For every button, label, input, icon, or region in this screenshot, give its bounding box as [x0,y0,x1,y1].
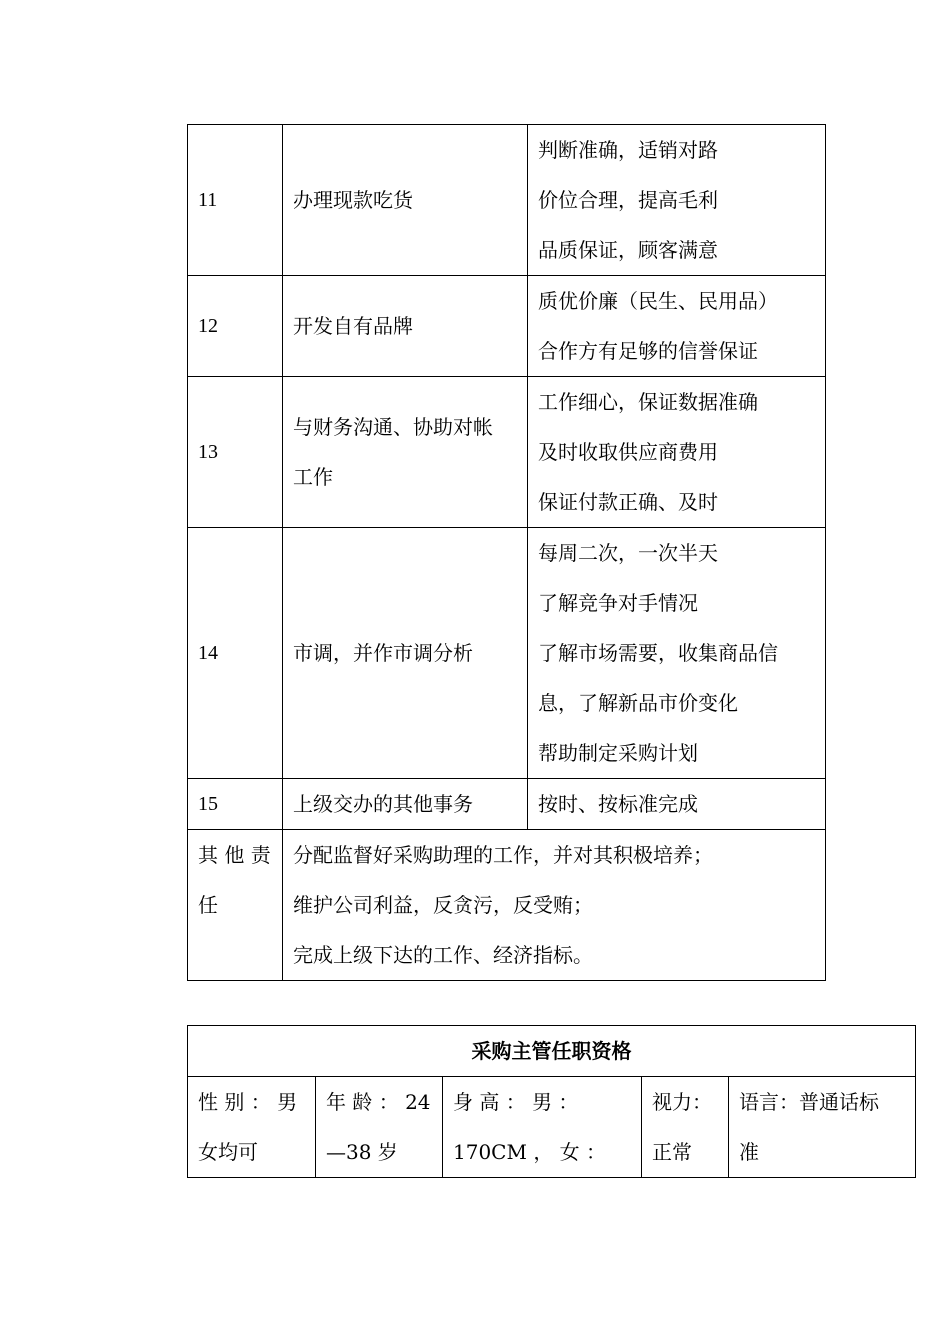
duty-number: 12 [188,276,283,377]
duty-standard [528,779,826,830]
duty-standard-line: 合作方有足够的信誉保证 [538,339,758,363]
duty-standard-line: 品质保证，顾客满意 [538,238,718,262]
duty-task-line: 办理现款吃货 [293,188,413,212]
duty-number: 11 [188,125,283,276]
duty-task [283,276,528,377]
language-cell [729,1077,916,1178]
other-responsibilities-row [188,830,826,981]
duty-task [283,528,528,779]
other-label-line: 任 [198,893,218,917]
duty-task [283,779,528,830]
table-row [188,779,826,830]
duty-standard-line: 及时收取供应商费用 [538,440,718,464]
duty-number: 15 [188,779,283,830]
qualification-line: 性 别 ： 男 [198,1090,298,1114]
qualification-line: —38 岁 [326,1140,398,1164]
other-responsibilities-content [283,830,826,981]
duty-task-line: 上级交办的其他事务 [293,792,473,816]
duty-task-line: 市调，并作市调分析 [293,641,473,665]
duty-standard-line: 保证付款正确、及时 [538,490,718,514]
qualification-line: 年 龄 ： 24 [326,1090,431,1114]
gender-cell [188,1077,316,1178]
duties-table [187,124,826,981]
table-row [188,528,826,779]
qualification-line: 视力： [652,1090,712,1114]
qualification-line: 女均可 [198,1140,258,1164]
duty-standard-line: 工作细心，保证数据准确 [538,390,758,414]
qualification-line: 语言：普通话标 [739,1090,879,1114]
duty-number: 14 [188,528,283,779]
qualifications-row [188,1077,916,1178]
table-row [188,276,826,377]
duty-standard-line: 了解竞争对手情况 [538,591,698,615]
other-responsibilities-label [188,830,283,981]
duty-standard-line: 质优价廉（民生、民用品） [538,289,778,313]
qualification-line: 正常 [652,1140,692,1164]
qualifications-title: 采购主管任职资格 [188,1026,916,1077]
duty-standard-line: 息，了解新品市价变化 [538,691,738,715]
duty-standard-line: 判断准确，适销对路 [538,138,718,162]
qualification-line: 170CM ， 女 ： [453,1140,607,1164]
duty-standard-line: 了解市场需要，收集商品信 [538,641,778,665]
duty-standard [528,528,826,779]
duty-standard-line: 帮助制定采购计划 [538,741,698,765]
duty-task-line: 工作 [293,465,333,489]
duty-task-line: 与财务沟通、协助对帐 [293,415,493,439]
qualification-line: 准 [739,1140,759,1164]
duty-standard [528,377,826,528]
duty-task-line: 开发自有品牌 [293,314,413,338]
age-cell [316,1077,443,1178]
table-row [188,125,826,276]
duty-number: 13 [188,377,283,528]
duty-task [283,125,528,276]
duty-standard-line: 价位合理，提高毛利 [538,188,718,212]
table-row [188,377,826,528]
other-content-line: 分配监督好采购助理的工作，并对其积极培养； [293,843,713,867]
qualification-line: 身 高 ： 男 ： [453,1090,579,1114]
vision-cell [642,1077,729,1178]
duty-standard [528,125,826,276]
height-cell [443,1077,642,1178]
duty-standard [528,276,826,377]
duty-task [283,377,528,528]
duty-standard-line: 按时、按标准完成 [538,792,698,816]
duty-standard-line: 每周二次，一次半天 [538,541,718,565]
other-label-line: 其 他 责 [198,843,271,867]
other-content-line: 完成上级下达的工作、经济指标。 [293,943,593,967]
other-content-line: 维护公司利益，反贪污，反受贿； [293,893,593,917]
qualifications-table [187,1025,916,1178]
